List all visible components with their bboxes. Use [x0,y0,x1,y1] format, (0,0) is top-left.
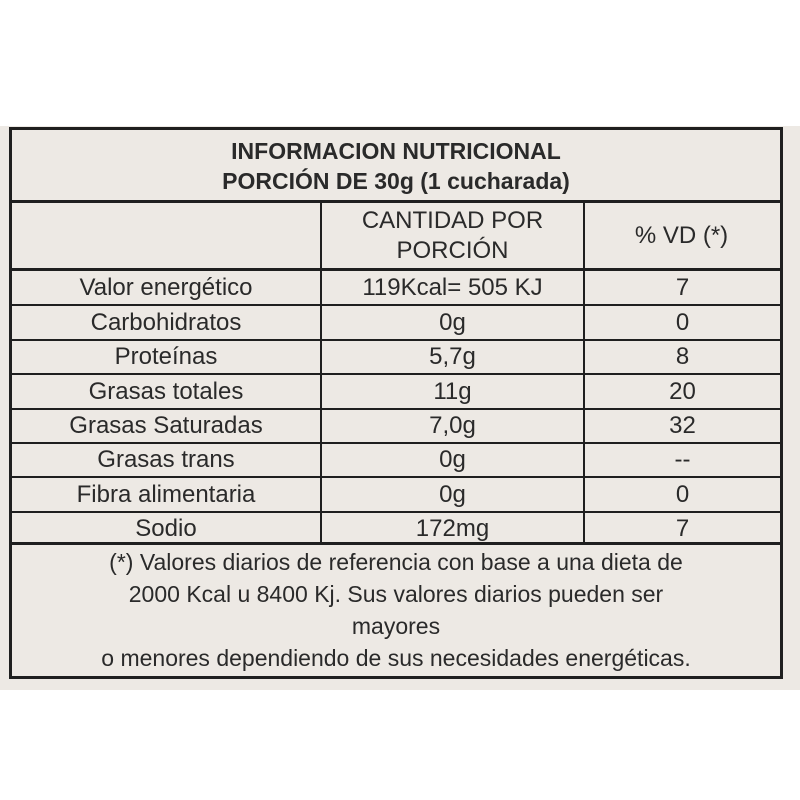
amount-per-serving: 11g [433,377,472,405]
amount-per-serving: 5,7g [429,343,476,371]
divider-header [12,268,780,271]
nutrition-facts-table [9,127,783,679]
amount-per-serving: 7,0g [429,411,476,439]
footnote-line-1: (*) Valores diarios de referencia con base a una dieta de [109,549,683,575]
column-header-amount [322,204,583,268]
divider-title [12,200,780,203]
amount-per-serving: 0g [439,480,466,508]
footnote-line-2: 2000 Kcal u 8400 Kj. Sus valores diarios pueden ser [128,581,664,607]
nutrient-name: Carbohidratos [90,308,242,336]
nutrient-name: Sodio [135,515,197,543]
daily-value-percent: 7 [675,274,690,302]
daily-value-percent: 8 [675,343,690,371]
title-line-2: PORCIÓN DE 30g (1 cucharada) [222,168,570,194]
nutrient-name: Grasas trans [97,446,235,474]
nutrient-name: Grasas totales [88,377,244,405]
daily-value-percent: -- [674,446,691,474]
daily-value-percent: 20 [669,377,696,405]
nutrient-name: Fibra alimentaria [76,480,256,508]
daily-value-percent: 0 [675,308,690,336]
footnote [12,544,780,676]
daily-value-percent: 7 [675,515,690,543]
column-header-amount-line-1: CANTIDAD POR [361,207,544,234]
amount-per-serving: 0g [439,308,466,336]
nutrient-name: Grasas Saturadas [69,411,263,439]
column-header-vd: % VD (*) [634,222,729,250]
nutrient-name: Proteínas [114,343,218,371]
divider-col-2 [583,200,585,544]
amount-per-serving: 172mg [415,515,490,543]
table-title [12,130,780,202]
nutrient-name: Valor energético [79,274,253,302]
footnote-line-4: o menores dependiendo de sus necesidades energéticas. [101,645,691,671]
amount-per-serving: 0g [439,446,466,474]
column-header-amount-line-2: PORCIÓN [396,237,509,264]
column-header-blank [12,202,322,270]
amount-per-serving: 119Kcal= 505 KJ [362,274,543,302]
footnote-line-3: mayores [351,613,441,639]
daily-value-percent: 0 [675,480,690,508]
title-line-1: INFORMACION NUTRICIONAL [231,138,561,164]
daily-value-percent: 32 [669,411,696,439]
divider-footnote [12,542,780,545]
divider-col-1 [320,200,322,544]
